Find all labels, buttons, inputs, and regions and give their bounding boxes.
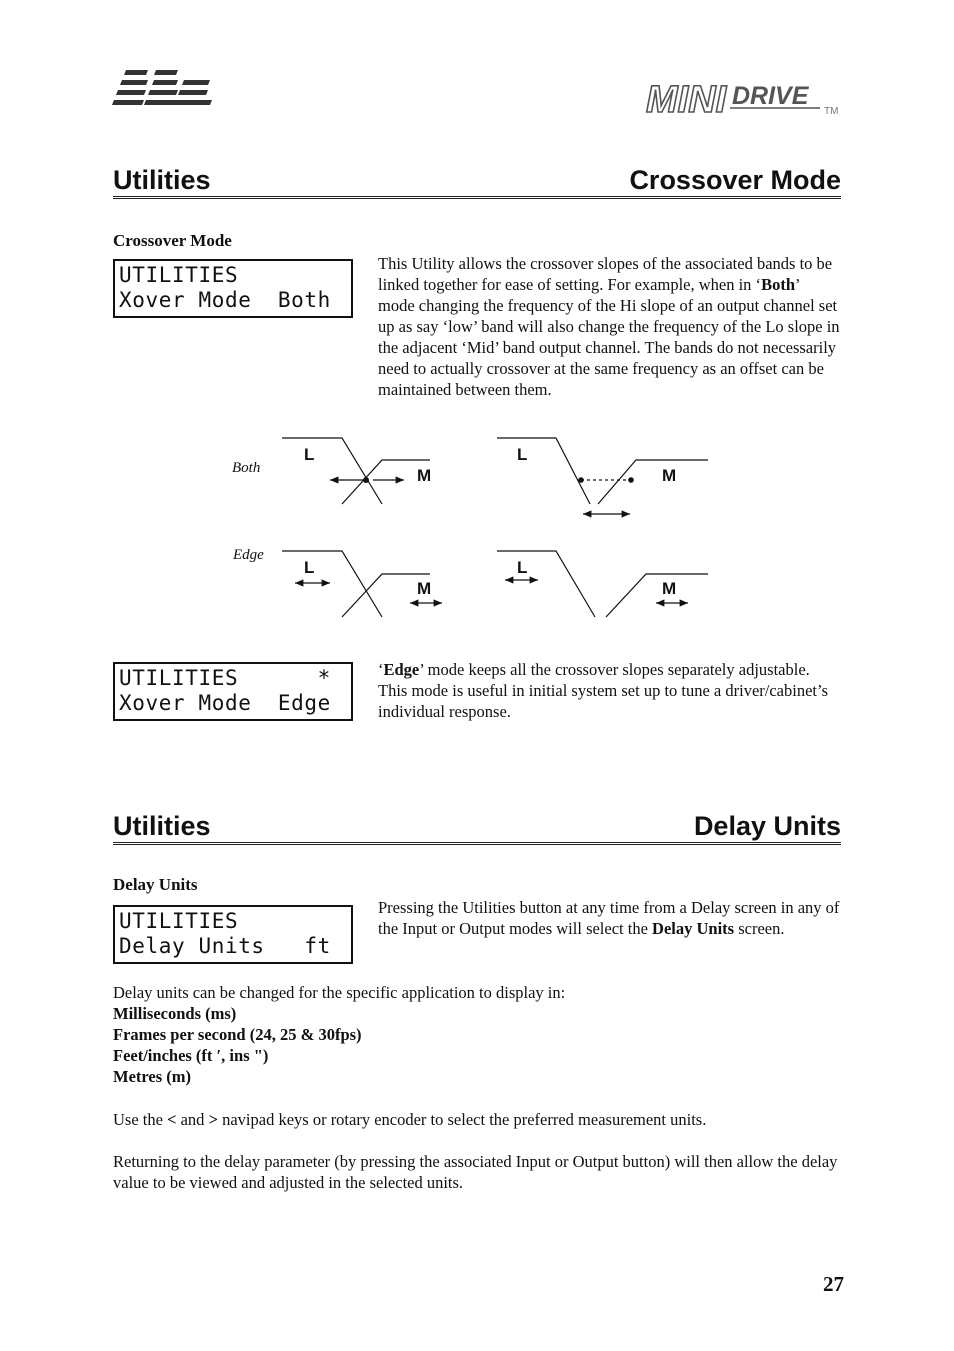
lcd-line-2: Xover Mode Edge bbox=[119, 691, 331, 715]
diagram-label-both: Both bbox=[232, 460, 261, 476]
diagram-letter-m-3: M bbox=[417, 579, 432, 598]
bss-logo bbox=[112, 66, 216, 119]
edge-separate-low-slope bbox=[497, 551, 595, 617]
subheading-crossover-mode: Crossover Mode bbox=[113, 231, 232, 250]
edge-separate-mid-slope bbox=[606, 574, 708, 617]
lcd-display-delay-units bbox=[113, 905, 353, 964]
crossover-diagram bbox=[270, 430, 720, 625]
logo-mini-text: MINI bbox=[646, 79, 727, 118]
both-offset-mid-slope bbox=[598, 460, 708, 504]
section-header-delay-units bbox=[113, 806, 841, 845]
section-header-crossover bbox=[113, 160, 841, 199]
edge-cross-low-slope bbox=[282, 551, 382, 617]
minidrive-logo bbox=[644, 78, 844, 123]
diagram-letter-l-3: L bbox=[304, 558, 315, 577]
logo-tm-text: TM bbox=[824, 106, 839, 117]
diagram-letter-m-2: M bbox=[662, 466, 677, 485]
delay-units-description: Pressing the Utilities button at any time from a Delay screen in any of the Input or Output modes will select the Delay Units screen. bbox=[378, 898, 840, 938]
diagram-letter-m-4: M bbox=[662, 579, 677, 598]
navipad-instructions: Use the < and > navipad keys or rotary encoder to select the preferred measurement units. bbox=[113, 1110, 707, 1129]
diagram-label-edge: Edge bbox=[233, 547, 264, 563]
diagram-letter-l-2: L bbox=[517, 445, 528, 464]
lcd-line-2: Xover Mode Both bbox=[119, 288, 331, 312]
page-number: 27 bbox=[823, 1272, 844, 1296]
unit-feet-inches: Feet/inches (ft ′, ins ") bbox=[113, 1046, 269, 1065]
lcd-line-1: UTILITIES bbox=[119, 909, 239, 933]
subheading-delay-units: Delay Units bbox=[113, 875, 198, 894]
crossover-description: This Utility allows the crossover slopes of the associated bands to be linked together for ease of setting. For example, when in ‘Both’ mode changing the frequency of the Hi slope of an output channel set up as say ‘low’ band will also change the frequency of the Lo slope in the adjacent ‘Mid’ band output channel. The bands do not necessarily need to actually crossover at the same frequency as an offset can be maintained between them. bbox=[378, 254, 840, 399]
unit-frames-per-second: Frames per second (24, 25 & 30fps) bbox=[113, 1025, 362, 1044]
lcd-line-1: UTILITIES * bbox=[119, 666, 331, 690]
lcd-display-xover-edge bbox=[113, 662, 353, 721]
section-title-left: Utilities bbox=[113, 811, 211, 841]
delay-units-intro: Delay units can be changed for the specific application to display in: bbox=[113, 983, 566, 1002]
return-instructions: Returning to the delay parameter (by pressing the associated Input or Output button) will then allow the delay value to be viewed and adjusted in the selected units. bbox=[113, 1152, 838, 1192]
unit-milliseconds: Milliseconds (ms) bbox=[113, 1004, 237, 1023]
diagram-letter-m-1: M bbox=[417, 466, 432, 485]
lcd-display-xover-both bbox=[113, 259, 353, 318]
unit-metres: Metres (m) bbox=[113, 1067, 192, 1086]
lcd-line-1: UTILITIES bbox=[119, 263, 239, 287]
both-offset-low-slope bbox=[497, 438, 590, 504]
both-linked-low-slope bbox=[282, 438, 382, 504]
lcd-line-2: Delay Units ft bbox=[119, 934, 331, 958]
section-title-left: Utilities bbox=[113, 165, 211, 195]
section-title-right: Delay Units bbox=[693, 811, 841, 841]
edge-mode-description: ‘Edge’ mode keeps all the crossover slopes separately adjustable. This mode is useful in initial system set up to tune a driver/cabinet’s individual response. bbox=[378, 660, 829, 721]
diagram-letter-l-4: L bbox=[517, 558, 528, 577]
logo-drive-text: DRIVE bbox=[732, 82, 809, 110]
delay-units-list bbox=[113, 1003, 841, 1087]
section-title-right: Crossover Mode bbox=[629, 165, 841, 195]
diagram-letter-l-1: L bbox=[304, 445, 315, 464]
